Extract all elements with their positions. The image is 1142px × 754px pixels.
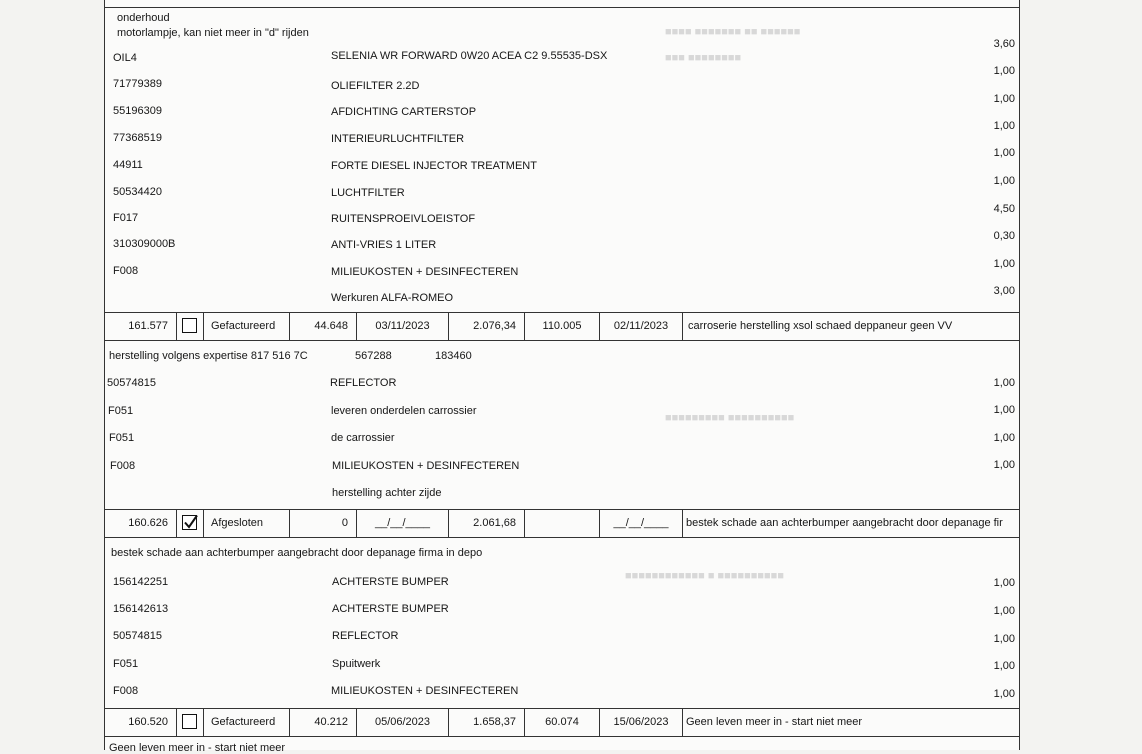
order-date: 02/11/2023 [600,313,683,340]
line-quantity: 1,00 [993,688,1015,700]
line-description: FORTE DIESEL INJECTOR TREATMENT [331,160,537,172]
line-code: OIL4 [113,52,137,64]
mileage: 0 [290,510,357,537]
line-code: 156142613 [113,603,169,615]
order-description: carroserie herstelling xsol schaed deppaneur geen VV [688,320,953,332]
note-line: bestek schade aan achterbumper aangebracht door depanage firma in depo [111,547,483,559]
reference [525,510,600,537]
line-quantity: 1,00 [993,432,1015,444]
invoice-date: __/__/____ [357,510,449,537]
note-line: 567288 [355,350,392,362]
line-quantity: 3,60 [993,38,1015,50]
status-label: Gefactureerd [204,709,290,736]
line-quantity: 1,00 [993,377,1015,389]
line-code: F008 [113,685,139,697]
line-quantity: 1,00 [993,147,1015,159]
order-number[interactable]: 160.520 [105,709,177,736]
checkbox-unchecked-icon[interactable] [182,714,197,729]
status-label: Afgesloten [204,510,290,537]
line-quantity: 1,00 [993,120,1015,132]
line-description: ANTI-VRIES 1 LITER [331,239,437,251]
checkbox-checked-icon[interactable] [182,515,197,530]
line-description: AFDICHTING CARTERSTOP [331,106,477,118]
line-quantity: 1,00 [993,258,1015,270]
invoice-date: 05/06/2023 [357,709,449,736]
line-description: leveren onderdelen carrossier [331,405,477,417]
line-description: MILIEUKOSTEN + DESINFECTEREN [331,266,519,278]
status-label: Gefactureerd [204,313,290,340]
line-quantity: 1,00 [993,605,1015,617]
line-description: REFLECTOR [330,377,397,389]
note-line: 183460 [435,350,472,362]
line-description: Spuitwerk [332,658,381,670]
line-code: 50534420 [113,186,162,198]
line-code: 55196309 [113,105,162,117]
line-quantity: 3,00 [993,285,1015,297]
note-line: herstelling volgens expertise 817 516 7C [109,350,308,362]
order-date: 15/06/2023 [600,709,683,736]
amount: 2.061,68 [449,510,525,537]
note-line: onderhoud [117,12,170,24]
order-header-row[interactable] [105,708,1019,737]
line-quantity: 0,30 [993,230,1015,242]
line-code: F051 [108,405,134,417]
line-code: 50574815 [113,630,162,642]
order-number[interactable]: 161.577 [105,313,177,340]
note-line: motorlampje, kan niet meer in "d" rijden [117,27,309,39]
line-quantity: 1,00 [993,93,1015,105]
line-quantity: 1,00 [993,175,1015,187]
line-description: LUCHTFILTER [331,187,405,199]
status-checkbox[interactable] [177,510,204,537]
line-description: de carrossier [331,432,395,444]
status-checkbox[interactable] [177,709,204,736]
line-code: 310309000B [113,238,176,250]
line-code: 50574815 [107,377,156,389]
line-description: herstelling achter zijde [332,487,442,499]
reference: 110.005 [525,313,600,340]
status-checkbox[interactable] [177,313,204,340]
line-quantity: 1,00 [993,65,1015,77]
line-description: Werkuren ALFA-ROMEO [331,292,454,304]
line-quantity: 1,00 [993,459,1015,471]
line-description: SELENIA WR FORWARD 0W20 ACEA C2 9.55535-DSX [331,50,608,62]
previous-header-edge [105,0,1019,8]
line-quantity: 1,00 [993,660,1015,672]
line-description: ACHTERSTE BUMPER [332,603,449,615]
line-description: ACHTERSTE BUMPER [332,576,449,588]
order-date: __/__/____ [600,510,683,537]
line-description: INTERIEURLUCHTFILTER [331,133,465,145]
invoice-date: 03/11/2023 [357,313,449,340]
line-code: 71779389 [113,78,162,90]
line-quantity: 1,00 [993,577,1015,589]
line-code: 77368519 [113,132,162,144]
order-description: bestek schade aan achterbumper aangebracht door depanage fir [686,517,1003,529]
line-code: F017 [113,212,139,224]
line-code: F051 [109,432,135,444]
line-code: F051 [113,658,139,670]
line-description: MILIEUKOSTEN + DESINFECTEREN [331,685,519,697]
mileage: 40.212 [290,709,357,736]
line-description: REFLECTOR [332,630,399,642]
order-description: Geen leven meer in - start niet meer [686,716,863,728]
reference: 60.074 [525,709,600,736]
order-header-row[interactable] [105,312,1019,341]
line-quantity: 4,50 [993,203,1015,215]
order-number[interactable]: 160.626 [105,510,177,537]
line-description: RUITENSPROEIVLOEISTOF [331,213,476,225]
checkbox-unchecked-icon[interactable] [182,318,197,333]
note-line: Geen leven meer in - start niet meer [109,742,286,754]
line-quantity: 1,00 [993,404,1015,416]
line-code: F008 [110,460,136,472]
line-description: MILIEUKOSTEN + DESINFECTEREN [332,460,520,472]
document-sheet: ■■■■■■ ■■ ■■■■■■■ ■■■■ ■■■■■■■■ ■■■ ■■■■■■■■■■ ■■■■■■■■■ ■■■■■■■■■■ ■ ■■■■■■■■■■■■ onderhoud motorlampje, kan niet meer in "d" rijden OIL4 SELENIA WR FORWARD 0W20 ACEA C2 9.55535-DSX 3,60 71779389 OLIEFILTER 2.2D 1,00 55196309 AFDICHTING CARTERSTOP 1,00 77368519 INTERIEURLUCHTFILTER 1,00 44911 FORTE DIESEL INJECTOR TREATMENT 1,00 50534420 LUCHTFILTER 1,00 F017 RUITENSPROEIVLOEISTOF 4,50 310309000B ANTI-VRIES 1 LITER 0,30 F008 MILIEUKOSTEN + DESINFECTEREN 1,00 Werkuren ALFA-ROMEO 3,00 161.577 Gefactureerd 44.648 03/11/2023 2.076,34 110.005 02/11/2023 carroserie herstelling xsol schaed deppaneur geen VV herstelling volgens expertise 817 516 7C 567288 183460 50574815 REFLECTOR 1,00 F051 leveren onderdelen carrossier 1,00 F051 de carrossier 1,00 F008 MILIEUKOSTEN + DESINFECTEREN 1,00 herstelling achter zijde 160.626 Afgesloten 0 __/__/____ 2.061,68 __/__/____ bestek schade aan achterbumper aangebracht door depanage fir bestek schade aan achterbumper aangebracht door depanage firma in depo 156142251 ACHTERSTE BUMPER 1,00 156142613 ACHTERSTE BUMPER 1,00 50574815 REFLECTOR 1,00 F051 Spuitwerk 1,00 F008 MILIEUKOSTEN + DESINFECTEREN 1,00 160.520 Gefactureerd 40.212 05/06/2023 1.658,37 60.074 15/06/2023 Geen leven meer in - start niet meer Geen leven meer in - start niet meer [104,0,1020,750]
order-header-row[interactable] [105,509,1019,538]
line-code: F008 [113,265,139,277]
amount: 2.076,34 [449,313,525,340]
line-quantity: 1,00 [993,633,1015,645]
line-code: 156142251 [113,576,169,588]
amount: 1.658,37 [449,709,525,736]
line-code: 44911 [113,159,143,171]
line-description: OLIEFILTER 2.2D [331,80,420,92]
mileage: 44.648 [290,313,357,340]
